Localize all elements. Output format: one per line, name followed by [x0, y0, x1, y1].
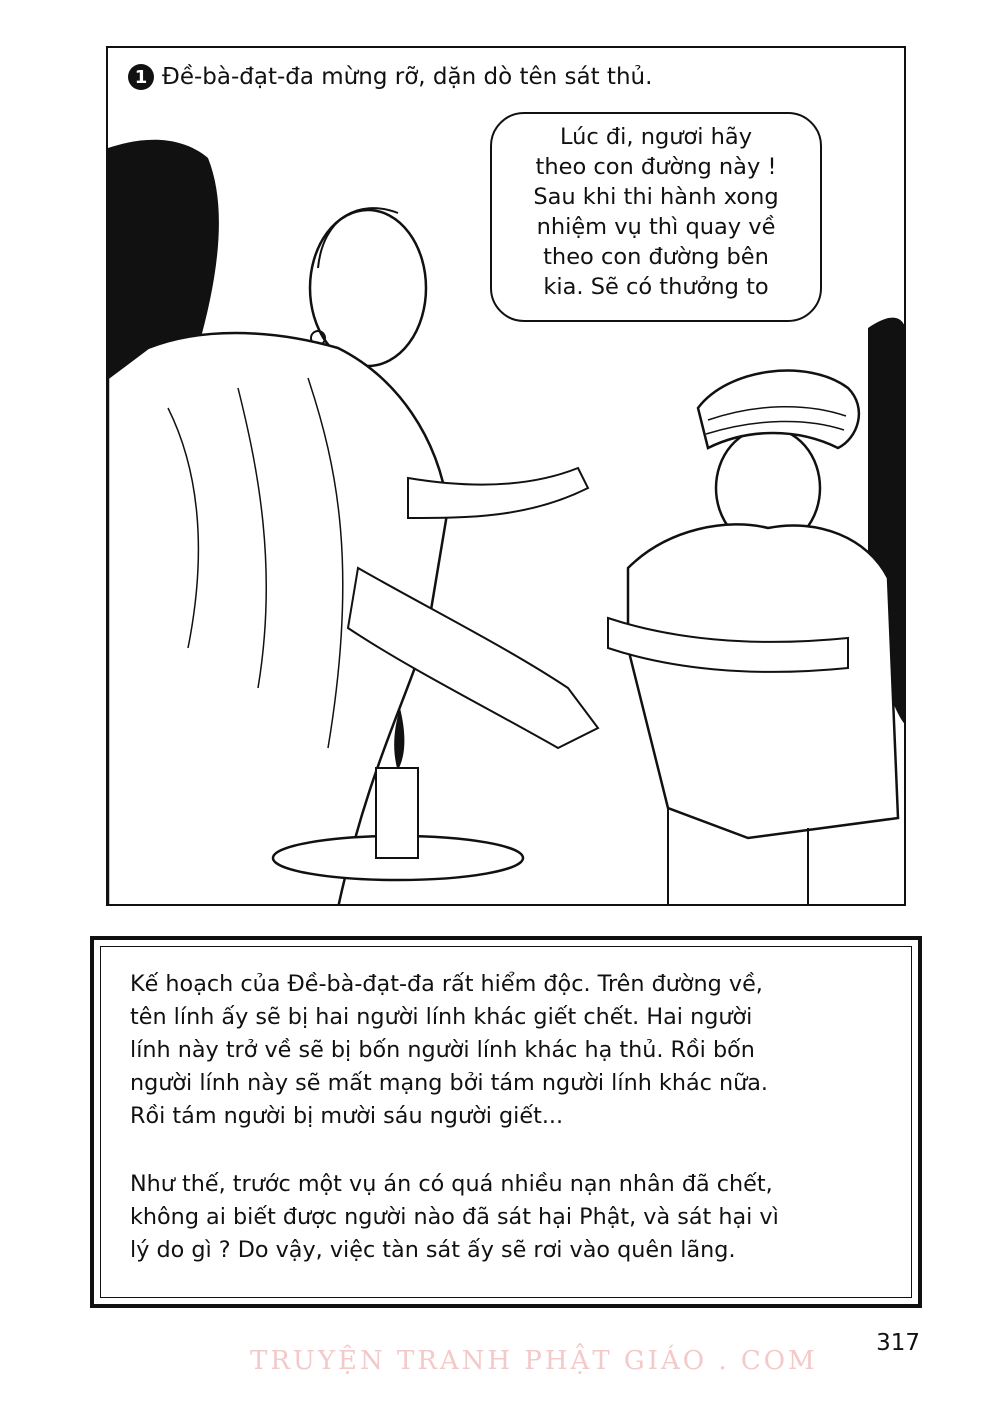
speech-line: theo con đường bên — [543, 244, 769, 270]
speech-line: nhiệm vụ thì quay về — [536, 214, 776, 240]
speech-line: kia. Sẽ có thưởng to — [543, 274, 769, 300]
narration-paragraph-2: Như thế, trước một vụ án có quá nhiều nạn nhân đã chết, không ai biết được người nào đã sát hại Phật, và sát hại vì lý do gì ? Do vậy, việc tàn sát ấy sẽ rơi vào quên lãng. — [130, 1171, 779, 1263]
panel-caption-text: Đề-bà-đạt-đa mừng rỡ, dặn dò tên sát thủ. — [162, 64, 653, 90]
narration-box — [90, 936, 922, 1308]
speech-line: Lúc đi, ngươi hãy — [559, 124, 753, 150]
watermark: TRUYỆN TRANH PHẬT GIÁO . COM — [250, 1346, 818, 1376]
comic-panel — [106, 46, 906, 906]
panel-caption — [128, 64, 652, 90]
narration-paragraph-1: Kế hoạch của Đề-bà-đạt-đa rất hiểm độc. Trên đường về, tên lính ấy sẽ bị hai người lính khác giết chết. Hai người lính này trở về sẽ bị bốn người lính khác hạ thủ. Rồi bốn người lính này sẽ mất mạng bởi tám người lính khác nữa. Rồi tám người bị mười sáu người giết... — [130, 971, 768, 1129]
speech-bubble — [490, 112, 822, 322]
panel-number-badge: 1 — [128, 64, 154, 90]
speech-line: Sau khi thi hành xong — [533, 184, 779, 210]
page-number: 317 — [876, 1330, 920, 1356]
speech-line: theo con đường này ! — [535, 154, 777, 180]
